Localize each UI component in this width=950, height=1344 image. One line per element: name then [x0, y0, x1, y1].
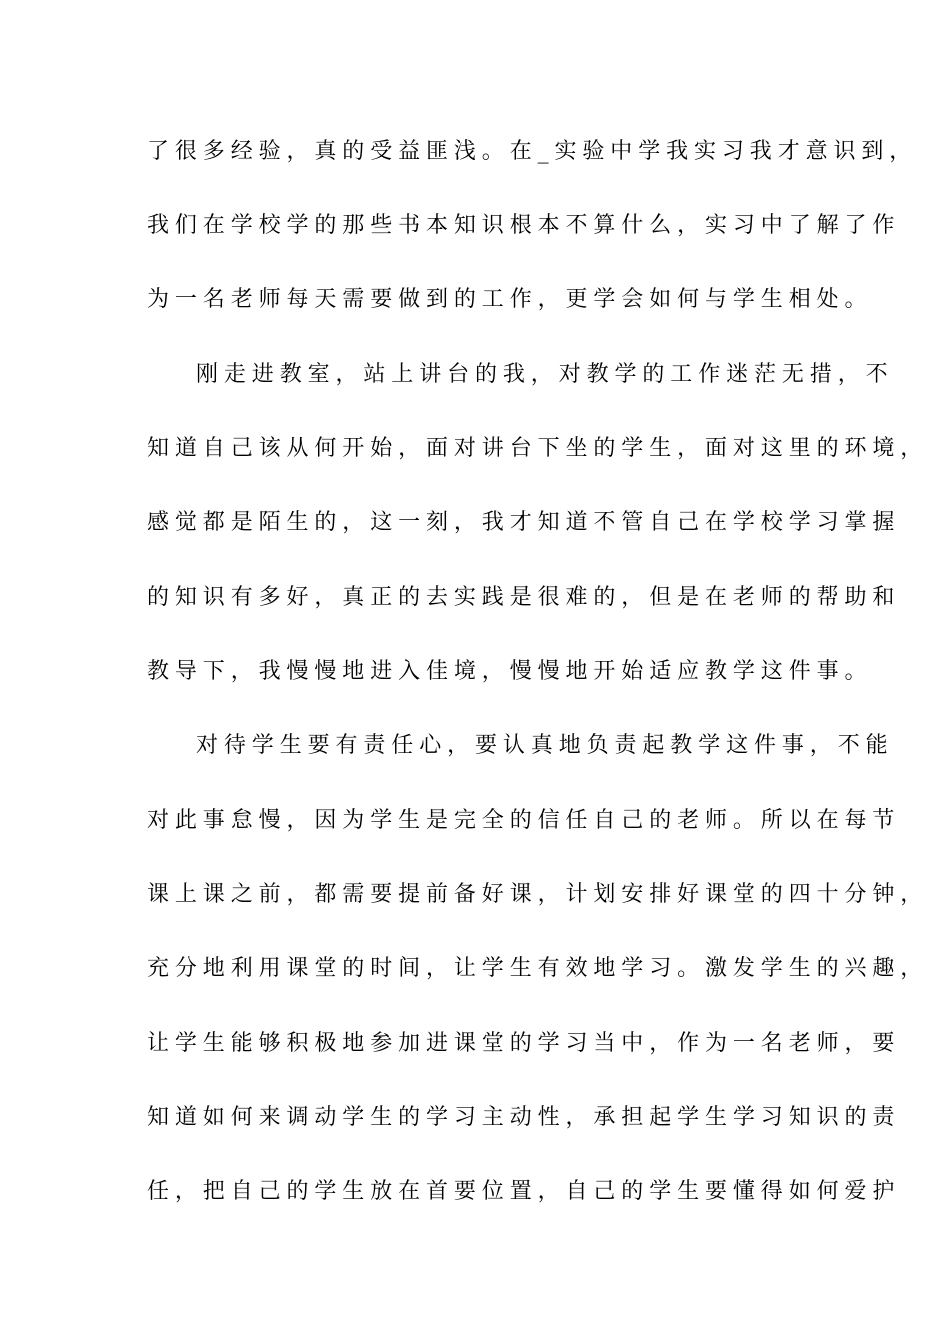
- text-line: 我们在学校学的那些书本知识根本不算什么，实习中了解了作: [147, 213, 901, 238]
- text-line: 为一名老师每天需要做到的工作，更学会如何与学生相处。: [147, 287, 873, 312]
- text-line: 教导下，我慢慢地进入佳境，慢慢地开始适应教学这件事。: [147, 659, 873, 684]
- text-line: 让学生能够积极地参加进课堂的学习当中，作为一名老师，要: [147, 1031, 901, 1056]
- text-line: 知道自己该从何开始，面对讲台下坐的学生，面对这里的环境，: [147, 436, 929, 461]
- text-line: 了很多经验，真的受益匪浅。在_实验中学我实习我才意识到，: [147, 139, 918, 164]
- paragraph-first-line: 刚走进教室，站上讲台的我，对教学的工作迷茫无措，不: [196, 362, 894, 387]
- text-line: 课上课之前，都需要提前备好课，计划安排好课堂的四十分钟，: [147, 882, 929, 907]
- text-line: 充分地利用课堂的时间，让学生有效地学习。激发学生的兴趣，: [147, 956, 929, 981]
- text-line: 任，把自己的学生放在首要位置，自己的学生要懂得如何爱护: [147, 1179, 901, 1204]
- text-line: 的知识有多好，真正的去实践是很难的，但是在老师的帮助和: [147, 585, 901, 610]
- text-line: 感觉都是陌生的，这一刻，我才知道不管自己在学校学习掌握: [147, 510, 901, 535]
- paragraph-first-line: 对待学生要有责任心，要认真地负责起教学这件事，不能: [196, 733, 894, 758]
- text-line: 知道如何来调动学生的学习主动性，承担起学生学习知识的责: [147, 1105, 901, 1130]
- text-line: 对此事怠慢，因为学生是完全的信任自己的老师。所以在每节: [147, 808, 901, 833]
